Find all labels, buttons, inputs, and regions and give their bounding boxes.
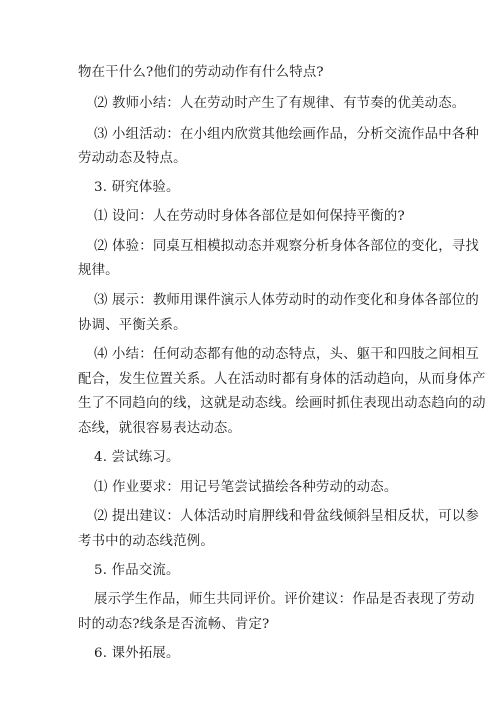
text-line: ⑵ 体验：同桌互相模拟动态并观察分析身体各部位的变化，寻找 (94, 239, 479, 254)
section-heading: 5. 作品交流。 (94, 563, 180, 578)
text-line: 物在干什么?他们的劳动动作有什么特点? (78, 65, 324, 80)
text-line: 态线，就很容易表达动态。 (78, 421, 242, 436)
text-line: ⑶ 小组活动：在小组内欣赏其他绘画作品，分析交流作品中各种 (94, 127, 479, 142)
text-line: 配合，发生位置关系。人在活动时都有身体的活动趋向，从而身体产 (78, 372, 486, 387)
text-line: 规律。 (78, 263, 119, 278)
text-line: 考书中的动态线范例。 (78, 534, 214, 549)
section-heading: 3. 研究体验。 (94, 180, 180, 195)
section-heading: 4. 尝试练习。 (94, 450, 180, 465)
text-line: 劳动动态及特点。 (78, 151, 187, 166)
text-line: 展示学生作品，师生共同评价。评价建议：作品是否表现了劳动 (94, 592, 475, 607)
text-line: ⑵ 教师小结：人在劳动时产生了有规律、有节奏的优美动态。 (94, 96, 466, 111)
text-line: 时的动态?线条是否流畅、肯定? (78, 617, 270, 632)
text-line: ⑴ 设问：人在劳动时身体各部位是如何保持平衡的? (94, 209, 405, 224)
text-line: ⑴ 作业要求：用记号笔尝试描绘各种劳动的动态。 (94, 480, 398, 495)
text-line: ⑶ 展示：教师用课件演示人体劳动时的动作变化和身体各部位的 (94, 293, 479, 308)
section-heading: 6. 课外拓展。 (94, 646, 180, 661)
text-line: 生了不同趋向的线，这就是动态线。绘画时抓住表现出动态趋向的动 (78, 396, 486, 411)
text-line: ⑵ 提出建议：人体活动时肩胛线和骨盆线倾斜呈相反状，可以参 (94, 509, 479, 524)
text-line: 协调、平衡关系。 (78, 318, 187, 333)
text-line: ⑷ 小结：任何动态都有他的动态特点，头、躯干和四肢之间相互 (94, 347, 479, 362)
